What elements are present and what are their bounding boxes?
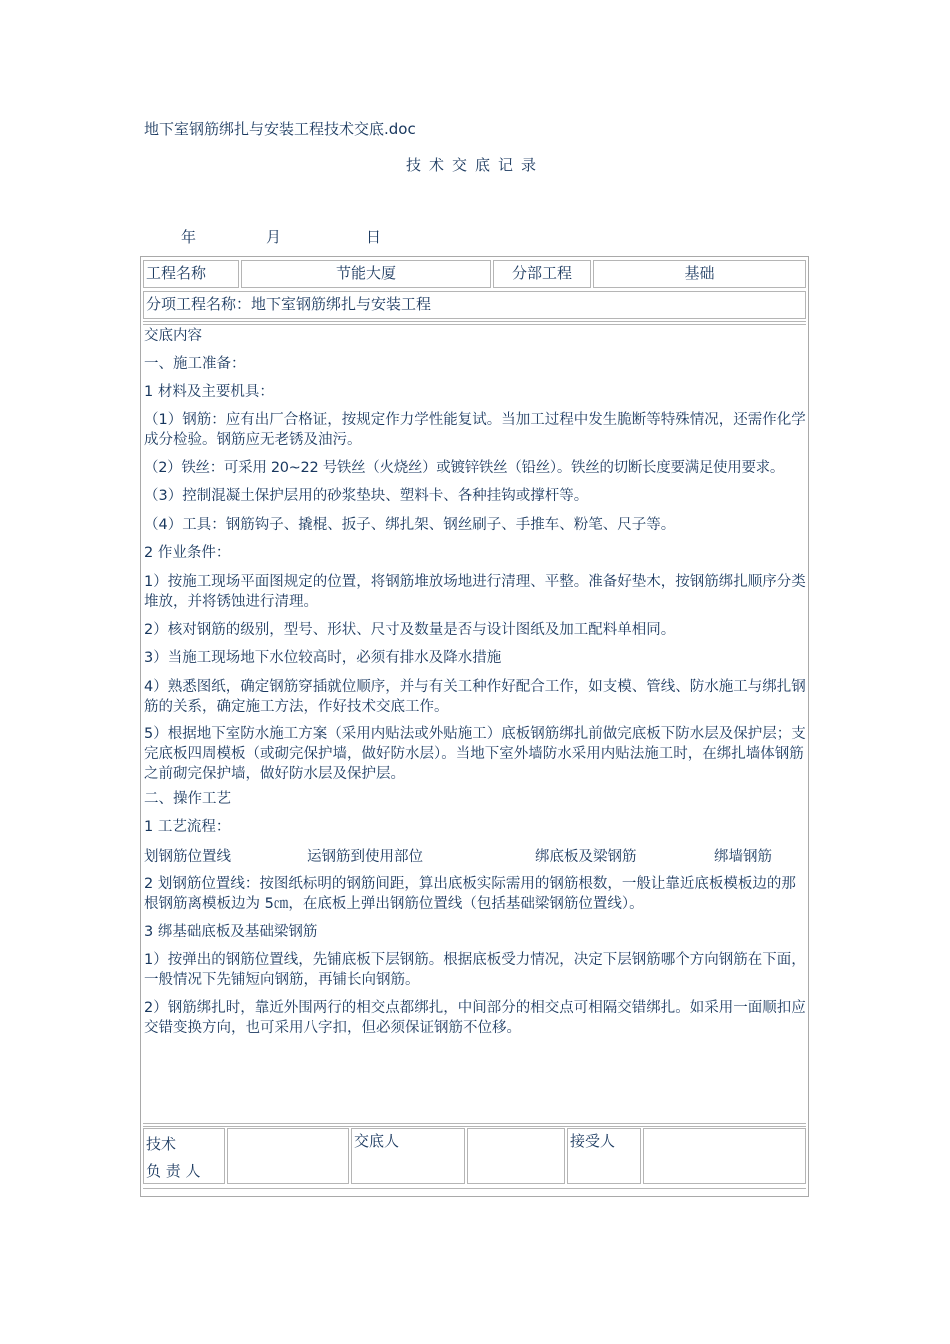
flow-step-1: 划钢筋位置线 <box>144 849 231 865</box>
slab-step-1: 1）按弹出的钢筋位置线，先铺底板下层钢筋。根据底板受力情况，决定下层钢筋哪个方向钢筋在下面，一般情况下先铺短向钢筋，再铺长向钢筋。 <box>144 952 806 988</box>
signature-divider <box>143 1123 806 1124</box>
section-materials: 1 材料及主要机具： <box>144 384 274 400</box>
document-filename: 地下室钢筋绑扎与安装工程技术交底.doc <box>144 120 416 138</box>
condition-4: 4）熟悉图纸，确定钢筋穿插就位顺序，并与有关工种作好配合工作，如支模、管线、防水施工与绑扎钢筋的关系，确定施工方法，作好技术交底工作。 <box>144 679 806 715</box>
section-base-slab: 3 绑基础底板及基础梁钢筋 <box>144 924 318 940</box>
section-process-flow: 1 工艺流程： <box>144 819 231 835</box>
date-day: 日 <box>366 228 382 246</box>
receiver-label: 接受人 <box>567 1128 641 1184</box>
section-operation: 二、操作工艺 <box>144 791 231 807</box>
date-year: 年 <box>181 228 197 246</box>
tech-lead-label-line1: 技术 <box>146 1135 177 1153</box>
slab-step-2: 2）钢筋绑扎时，靠近外围两行的相交点都绑扎，中间部分的相交点可相隔交错绑扎。如采用一面顺扣应交错变换方向，也可采用八字扣，但必须保证钢筋不位移。 <box>144 1000 806 1036</box>
item-wire: （2）铁丝：可采用 20~22 号铁丝（火烧丝）或镀锌铁丝（铅丝）。铁丝的切断长度要满足使用要求。 <box>144 460 785 476</box>
project-name-label: 工程名称 <box>143 260 239 288</box>
condition-5: 5）根据地下室防水施工方案（采用内贴法或外贴施工）底板钢筋绑扎前做完底板下防水层及保护层；支完底板四周模板（或砌完保护墙，做好防水层）。当地下室外墙防水采用内贴法施工时，在绑扎墙体钢筋之前砌完保护墙，做好防水层及保护层。 <box>144 726 806 782</box>
division-label: 分部工程 <box>493 260 591 288</box>
section-preparation: 一、施工准备： <box>144 356 246 372</box>
content-divider-top <box>143 321 806 322</box>
item-rebar: （1）钢筋：应有出厂合格证，按规定作力学性能复试。当加工过程中发生脆断等特殊情况，还需作化学成分检验。钢筋应无老锈及油污。 <box>144 412 806 448</box>
item-tools: （4）工具：钢筋钩子、撬棍、扳子、绑扎架、钢丝刷子、手推车、粉笔、尺子等。 <box>144 517 676 533</box>
receiver-signature <box>643 1128 806 1184</box>
flow-step-2: 运钢筋到使用部位 <box>307 849 423 865</box>
tech-lead-signature <box>227 1128 349 1184</box>
content-heading: 交底内容 <box>144 328 202 344</box>
content-divider-top-2 <box>143 324 806 325</box>
item-spacer: （3）控制混凝土保护层用的砂浆垫块、塑料卡、各种挂钩或撑杆等。 <box>144 488 589 504</box>
signature-divider-2 <box>143 1126 806 1127</box>
section-layout-lines: 2 划钢筋位置线：按图纸标明的钢筋间距，算出底板实际需用的钢筋根数，一般让靠近底板模板边的那根钢筋离模板边为 5㎝，在底板上弹出钢筋位置线（包括基础梁钢筋位置线）。 <box>144 876 796 912</box>
tech-lead-label-cell <box>143 1128 225 1184</box>
project-name-value: 节能大厦 <box>241 260 491 288</box>
date-month: 月 <box>266 228 282 246</box>
bottom-rule <box>143 1188 806 1189</box>
subitem-name: 分项工程名称：地下室钢筋绑扎与安装工程 <box>143 291 806 319</box>
flow-step-3: 绑底板及梁钢筋 <box>535 849 637 865</box>
condition-2: 2）核对钢筋的级别，型号、形状、尺寸及数量是否与设计图纸及加工配料单相同。 <box>144 622 676 638</box>
discloser-label: 交底人 <box>351 1128 465 1184</box>
condition-3: 3）当施工现场地下水位较高时，必须有排水及降水措施 <box>144 650 502 666</box>
flow-step-4: 绑墙钢筋 <box>714 849 772 865</box>
condition-1: 1）按施工现场平面图规定的位置，将钢筋堆放场地进行清理、平整。准备好垫木，按钢筋绑扎顺序分类堆放，并将锈蚀进行清理。 <box>144 574 806 610</box>
tech-lead-label-line2: 负 责 人 <box>146 1162 201 1180</box>
section-conditions: 2 作业条件： <box>144 545 231 561</box>
division-value: 基础 <box>593 260 806 288</box>
discloser-signature <box>467 1128 565 1184</box>
document-title: 技术交底记录 <box>405 156 544 174</box>
